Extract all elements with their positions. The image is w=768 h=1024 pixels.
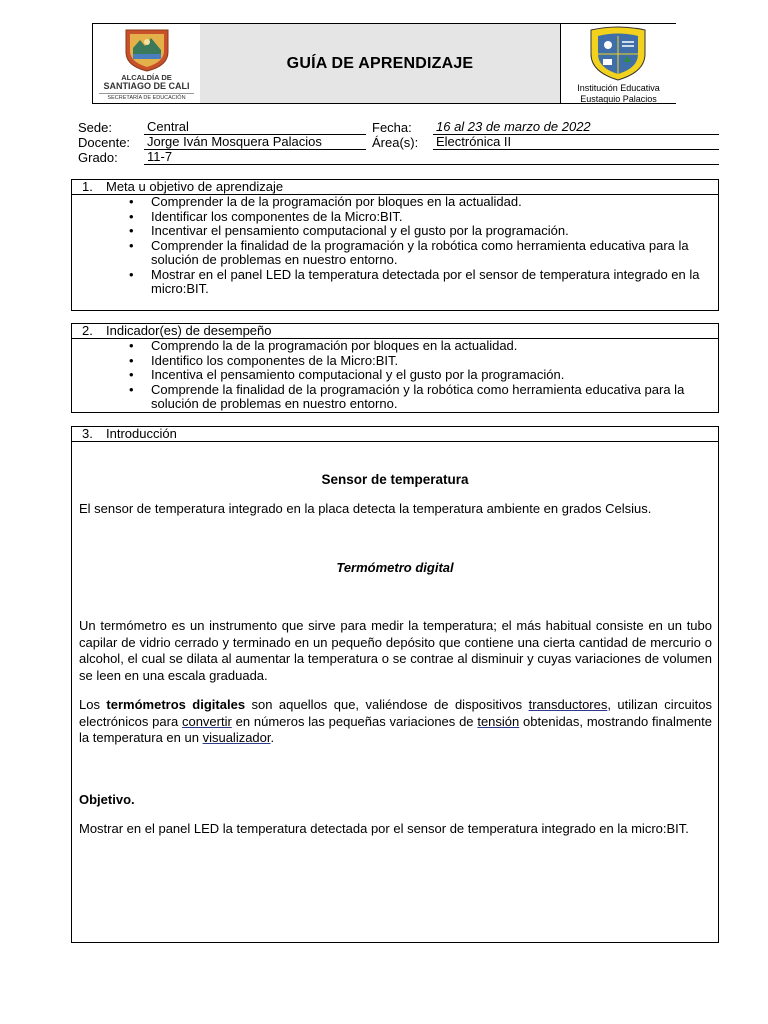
alcaldia-line1: ALCALDÍA DE bbox=[121, 73, 172, 82]
institucion-line2: Eustaquio Palacios bbox=[580, 94, 657, 104]
section-objetivos bbox=[71, 179, 719, 311]
page-title: GUÍA DE APRENDIZAJE bbox=[286, 55, 474, 72]
objetivo-text: Mostrar en el panel LED la temperatura detectada por el sensor de temperatura integrado en la micro:BIT. bbox=[79, 821, 689, 836]
alcaldia-line3: SECRETARÍA DE EDUCACIÓN bbox=[99, 93, 194, 101]
list-item: • Identifico los componentes de la Micro:BIT. bbox=[72, 354, 718, 369]
intro-paragraph-2: Un termómetro es un instrumento que sirve para medir la temperatura; el más habitual consiste en un tubo capilar de vidrio cerrado y terminado en un pequeño depósito que contiene una cierta cantidad de mercurio o alcohol, el cual se dilata al aumentar la temperatura o se contrae al disminuir y cuyas variaciones de volumen se leen en una escala graduada. bbox=[79, 618, 712, 683]
intro-subheading: Termómetro digital bbox=[336, 560, 454, 575]
objetivo-label: Objetivo. bbox=[79, 792, 135, 807]
link-transductores[interactable]: transductores bbox=[528, 697, 608, 712]
text: Los bbox=[79, 697, 107, 712]
section-number: 1. bbox=[82, 179, 93, 194]
sede-value: Central bbox=[144, 120, 366, 135]
list-item: • Mostrar en el panel LED la temperatura detectada por el sensor de temperatura integrado en la micro:BIT. bbox=[72, 268, 718, 297]
section-indicadores bbox=[71, 323, 719, 413]
section-introduccion bbox=[71, 426, 719, 943]
grado-label: Grado: bbox=[78, 150, 118, 165]
bold-term: termómetros digitales bbox=[106, 697, 246, 712]
indicadores-list bbox=[72, 339, 718, 412]
area-value: Electrónica II bbox=[433, 135, 719, 150]
section-title: Indicador(es) de desempeño bbox=[106, 323, 272, 338]
section-number: 2. bbox=[82, 323, 93, 338]
intro-paragraph-1: El sensor de temperatura integrado en la placa detecta la temperatura ambiente en grados Celsius. bbox=[79, 501, 652, 516]
docente-value: Jorge Iván Mosquera Palacios bbox=[144, 135, 366, 150]
list-item: • Incentivar el pensamiento computacional y el gusto por la programación. bbox=[72, 224, 718, 239]
section-objetivos-header bbox=[72, 180, 718, 195]
section-indicadores-header bbox=[72, 324, 718, 339]
area-label: Área(s): bbox=[372, 135, 419, 150]
list-item: • Comprendo la de la programación por bloques en la actualidad. bbox=[72, 339, 718, 354]
text: son aquellos que, valiéndose de dispositivos bbox=[245, 697, 529, 712]
text: . bbox=[270, 730, 275, 745]
intro-paragraph-3 bbox=[79, 697, 712, 747]
intro-heading: Sensor de temperatura bbox=[321, 472, 469, 487]
docente-label: Docente: bbox=[78, 135, 131, 150]
section-title: Introducción bbox=[106, 426, 177, 441]
sede-label: Sede: bbox=[78, 120, 112, 135]
cali-coat-of-arms-icon bbox=[93, 24, 200, 74]
title-cell bbox=[200, 24, 560, 103]
section-title: Meta u objetivo de aprendizaje bbox=[106, 179, 284, 194]
fecha-label: Fecha: bbox=[372, 120, 412, 135]
objetivos-list bbox=[72, 195, 718, 297]
text: , utilizan circuitos electrónicos para bbox=[79, 697, 712, 729]
list-item: • Comprender la finalidad de la programación y la robótica como herramienta educativa para la solución de problemas en nuestro entorno. bbox=[72, 239, 718, 268]
list-item: • Comprende la finalidad de la programación y la robótica como herramienta educativa para la solución de problemas en nuestro entorno. bbox=[72, 383, 718, 412]
list-item: • Incentiva el pensamiento computacional y el gusto por la programación. bbox=[72, 368, 718, 383]
section-introduccion-header bbox=[72, 427, 718, 442]
school-shield-icon bbox=[561, 24, 676, 82]
list-item: • Identificar los componentes de la Micro:BIT. bbox=[72, 210, 718, 225]
text: obtenidas, mostrando finalmente la temperatura en un bbox=[79, 713, 712, 745]
list-item: • Comprender la de la programación por bloques en la actualidad. bbox=[72, 195, 718, 210]
document-header bbox=[92, 23, 676, 104]
text: en números las pequeñas variaciones de bbox=[231, 713, 478, 729]
grado-value: 11-7 bbox=[144, 150, 719, 165]
alcaldia-line2: SANTIAGO DE CALI bbox=[103, 81, 190, 91]
alcaldia-logo bbox=[93, 24, 201, 103]
link-convertir[interactable]: convertir bbox=[181, 713, 232, 729]
link-visualizador[interactable]: visualizador bbox=[202, 730, 271, 745]
institucion-logo bbox=[560, 24, 676, 103]
institucion-line1: Institución Educativa bbox=[577, 83, 660, 93]
section-number: 3. bbox=[82, 426, 93, 441]
fecha-value: 16 al 23 de marzo de 2022 bbox=[433, 120, 719, 135]
link-tension[interactable]: tensión bbox=[477, 713, 520, 729]
